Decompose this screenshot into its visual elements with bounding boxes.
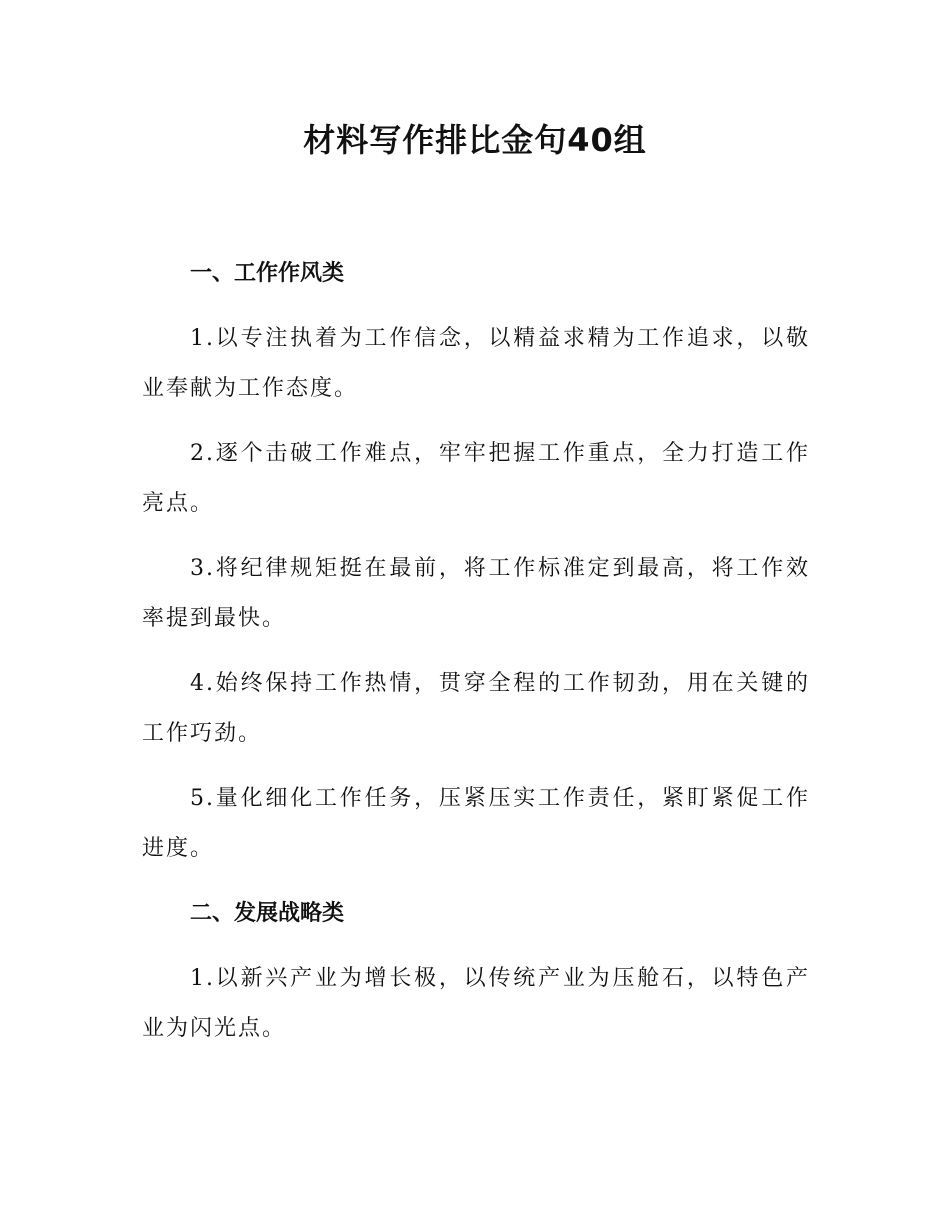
paragraph-work-style-4: 4.始终保持工作热情，贯穿全程的工作韧劲，用在关键的工作巧劲。 [142,671,810,746]
paragraph-work-style-5: 5.量化细化工作任务，压紧压实工作责任，紧盯紧促工作进度。 [142,786,810,861]
document-title: 材料写作排比金句40组 [303,121,647,159]
paragraph-development-strategy-1: 1.以新兴产业为增长极，以传统产业为压舱石，以特色产业为闪光点。 [142,966,810,1041]
section-heading-development-strategy: 二、发展战略类 [190,901,345,926]
paragraph-work-style-2: 2.逐个击破工作难点，牢牢把握工作重点，全力打造工作亮点。 [142,441,810,516]
paragraph-work-style-3: 3.将纪律规矩挺在最前，将工作标准定到最高，将工作效率提到最快。 [142,556,810,631]
section-heading-work-style: 一、工作作风类 [190,261,345,286]
paragraph-work-style-1: 1.以专注执着为工作信念，以精益求精为工作追求，以敬业奉献为工作态度。 [142,326,810,401]
